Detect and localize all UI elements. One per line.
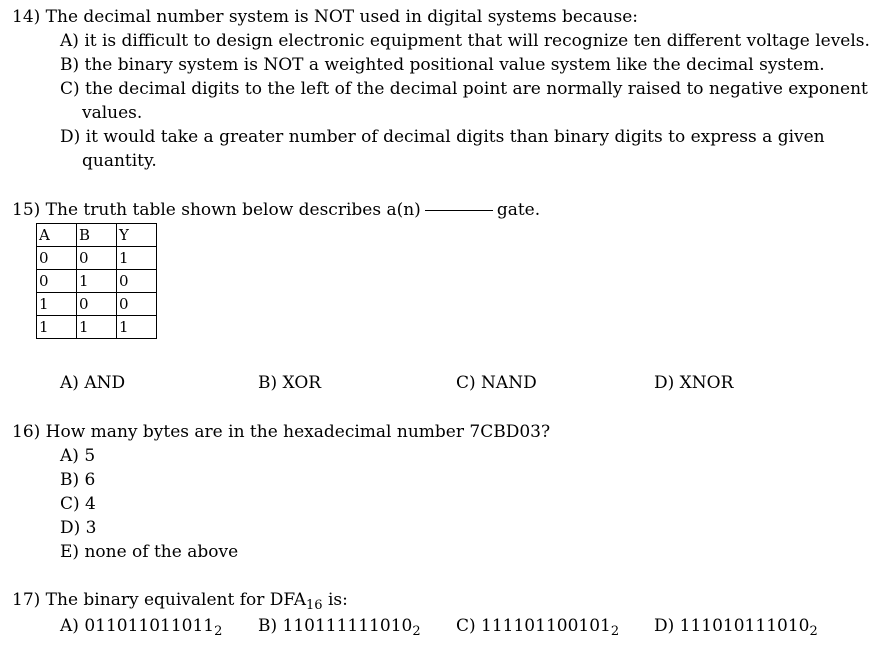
table-cell: 0 (117, 293, 157, 316)
table-cell: 1 (77, 316, 117, 339)
q16-option-b: B) 6 (60, 470, 96, 490)
q16-option-d: D) 3 (60, 518, 97, 538)
table-header-cell: A (37, 224, 77, 247)
table-row (37, 247, 157, 270)
q14-option-d-cont: quantity. (82, 151, 157, 171)
base-subscript: 2 (610, 624, 620, 639)
q15-option-a: A) AND (60, 373, 126, 393)
base-subscript: 2 (214, 624, 223, 639)
q16-option-a: A) 5 (60, 446, 96, 466)
q15-stem-after: gate. (496, 200, 541, 220)
table-header-cell: B (77, 224, 117, 247)
q15-stem (12, 200, 540, 220)
table-row (37, 293, 157, 316)
q17-stem-subscript: 16 (306, 598, 323, 613)
q17-option-c-text: C) 111101100101 (456, 616, 611, 636)
table-cell: 0 (37, 247, 77, 270)
q17-stem (12, 590, 348, 613)
table-cell: 0 (37, 270, 77, 293)
q17-option-c (456, 616, 620, 639)
q15-stem-before: 15) The truth table shown below describes a(n) (12, 200, 421, 220)
table-cell: 1 (117, 247, 157, 270)
q14-option-c-cont: values. (82, 103, 143, 123)
q17-option-a (60, 616, 223, 639)
q15-option-d: D) XNOR (654, 373, 734, 393)
q14-option-c: C) the decimal digits to the left of the decimal point are normally raised to negative exponent (60, 79, 868, 99)
q15-option-c: C) NAND (456, 373, 537, 393)
table-cell: 1 (37, 316, 77, 339)
q14-option-a: A) it is difficult to design electronic equipment that will recognize ten different voltage levels. (60, 31, 870, 51)
table-row (37, 270, 157, 293)
q17-stem-before: 17) The binary equivalent for DFA (12, 590, 306, 610)
q16-option-c: C) 4 (60, 494, 96, 514)
truth-table (36, 223, 157, 339)
q14-option-b: B) the binary system is NOT a weighted positional value system like the decimal system. (60, 55, 825, 75)
table-cell: 1 (77, 270, 117, 293)
q17-option-b-text: B) 110111111010 (258, 616, 413, 636)
q14-option-d: D) it would take a greater number of decimal digits than binary digits to express a given (60, 127, 825, 147)
table-header-row (37, 224, 157, 247)
q17-option-d-text: D) 111010111010 (654, 616, 810, 636)
base-subscript: 2 (809, 624, 818, 639)
table-cell: 1 (117, 316, 157, 339)
q15-option-b: B) XOR (258, 373, 322, 393)
q17-option-d (654, 616, 818, 639)
q17-stem-after: is: (322, 590, 348, 610)
q16-stem: 16) How many bytes are in the hexadecimal number 7CBD03? (12, 422, 551, 442)
table-cell: 0 (77, 293, 117, 316)
base-subscript: 2 (412, 624, 421, 639)
table-cell: 0 (77, 247, 117, 270)
q17-option-b (258, 616, 421, 639)
q16-option-e: E) none of the above (60, 542, 239, 562)
table-header-cell: Y (117, 224, 157, 247)
q17-option-a-text: A) 011011011011 (60, 616, 215, 636)
table-row (37, 316, 157, 339)
table-cell: 0 (117, 270, 157, 293)
table-cell: 1 (37, 293, 77, 316)
q14-stem: 14) The decimal number system is NOT used in digital systems because: (12, 7, 639, 27)
answer-blank (425, 210, 493, 211)
